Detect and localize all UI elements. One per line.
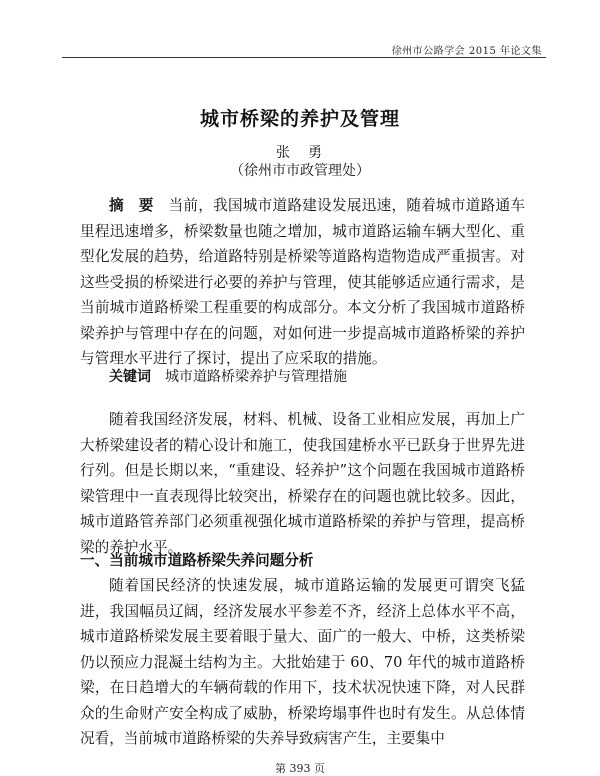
keywords-label: 关键词 [109, 369, 151, 385]
intro-section [80, 407, 525, 560]
header-rule [62, 57, 546, 58]
abstract-label: 摘 要 [109, 197, 154, 214]
abstract [80, 193, 525, 372]
abstract-text: 当前，我国城市道路建设发展迅速，随着城市道路通车里程迅速增多，桥梁数量也随之增加，城市道路运输车辆大型化、重型化发展的趋势，给道路特别是桥梁等道路构造物造成严重损害。对这些受损的桥梁进行必要的养护与管理，使其能够适应通行需求，是当前城市道路桥梁工程重要的构成部分。本文分析了我国城市道路桥梁养护与管理中存在的问题，对如何进一步提高城市道路桥梁的养护与管理水平进行了探讨，提出了应采取的措施。 [80, 197, 525, 367]
keywords-text: 城市道路桥梁养护与管理措施 [165, 369, 347, 385]
author-name: 张 勇 [276, 145, 324, 161]
intro-paragraph: 随着我国经济发展，材料、机械、设备工业相应发展，再加上广大桥梁建设者的精心设计和施工，使我国建桥水平已跃身于世界先进行列。但是长期以来，“重建设、轻养护”这个问题在我国城市道路桥梁管理中一直表现得比较突出，桥梁存在的问题也就比较多。因此，城市道路管养部门必须重视强化城市道路桥梁的养护与管理，提高桥梁的养护水平。 [80, 411, 525, 556]
page-number: 第 393 页 [275, 762, 325, 775]
running-header: 徐州市公路学会 2015 年论文集 [391, 46, 542, 57]
section-paragraph: 随着国民经济的快速发展，城市道路运输的发展更可谓突飞猛进，我国幅员辽阔，经济发展水平参差不齐，经济上总体水平不高，城市道路桥梁发展主要着眼于量大、面广的一般大、中桥，这类桥梁仍以预应力混凝土结构为主。大批始建于 60、70 年代的城市道路桥梁，在日趋增大的车辆荷载的作用下，技术状况快速下降，对人民群众的生命财产安全构成了威胁，桥梁垮塌事件也时有发生。从总体情况看，当前城市道路桥梁的失养导致病害产生，主要集中 [80, 577, 525, 747]
section-heading: 一、当前城市道路桥梁失养问题分析 [80, 552, 314, 569]
abstract-paragraph [80, 193, 525, 372]
section-body [80, 573, 525, 752]
keywords [109, 366, 347, 386]
article-title: 城市桥梁的养护及管理 [199, 108, 400, 130]
author-affiliation: （徐州市市政管理处） [230, 163, 370, 179]
